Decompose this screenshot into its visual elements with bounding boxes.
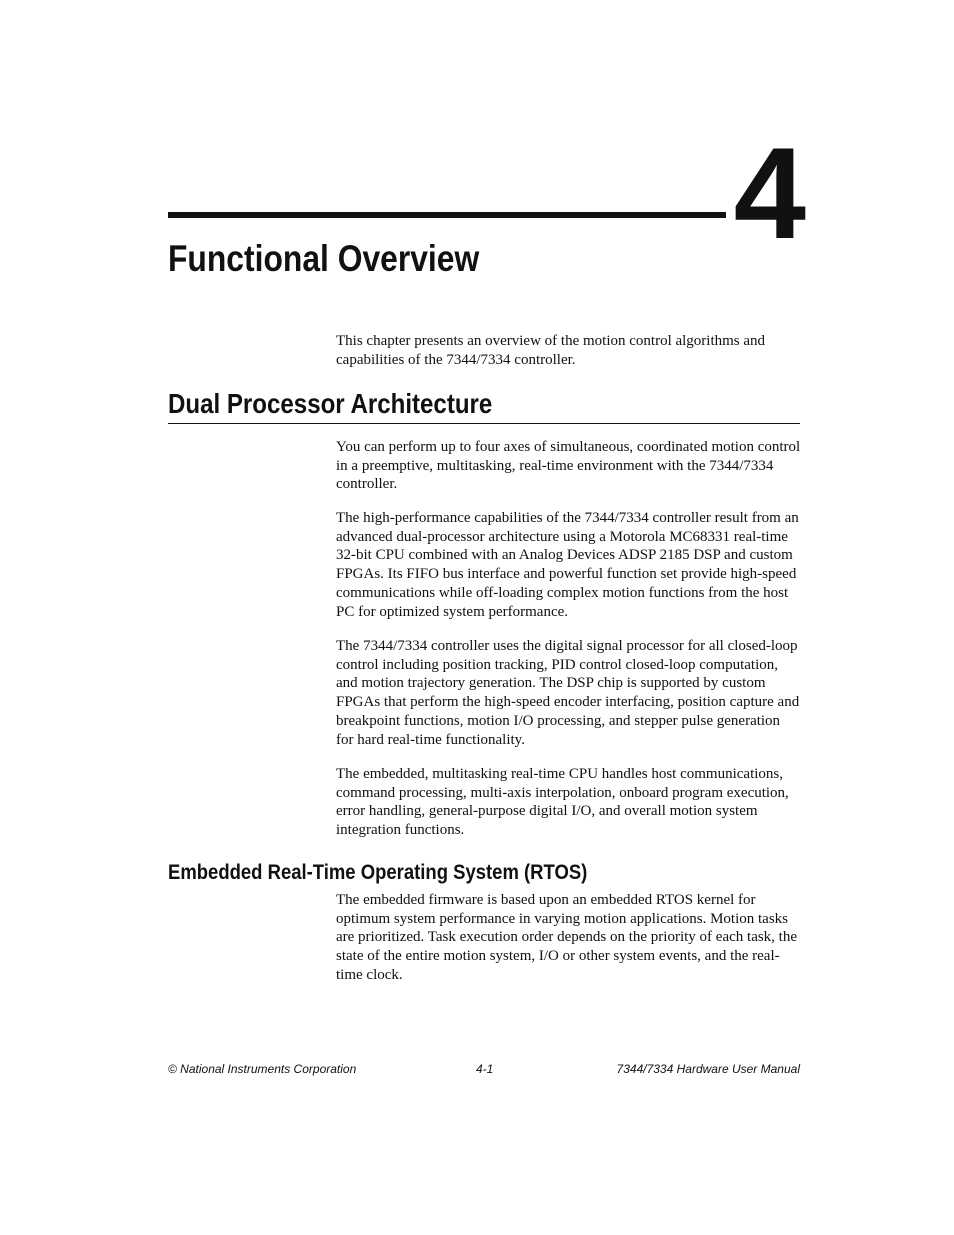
section-title-dual-processor: Dual Processor Architecture <box>168 388 493 419</box>
footer-manual-title: 7344/7334 Hardware User Manual <box>616 1062 800 1076</box>
chapter-number: 4 <box>733 120 804 266</box>
body-paragraph: The high-performance capabilities of the 7344/7334 controller result from an advanced dual-processor architecture using a Motorola MC68331 real-time 32-bit CPU combined with an Analog Devices ADSP 2185 DSP and custom FPGAs. Its FIFO bus interface and powerful function set provide high-speed communications while off-loading complex motion functions from the host PC for optimized system performance. <box>336 510 799 620</box>
body-paragraph: The 7344/7334 controller uses the digital signal processor for all closed-loop control including position tracking, PID control closed-loop computation, and motion trajectory generation. The DSP chip is supported by custom FPGAs that perform the high-speed encoder interfacing, position capture and breakpoint functions, motion I/O processing, and stepper pulse generation for hard real-time functionality. <box>336 638 800 748</box>
chapter-rule <box>168 212 726 218</box>
footer-copyright: © National Instruments Corporation <box>168 1062 357 1076</box>
body-paragraph: The embedded firmware is based upon an embedded RTOS kernel for optimum system performance in varying motion applications. Motion tasks are prioritized. Task execution order depends on the priority of each task, the state of the entire motion system, I/O or other system events, and the real-time clock. <box>336 892 798 983</box>
intro-paragraph: This chapter presents an overview of the motion control algorithms and capabilities of the 7344/7334 controller. <box>336 333 766 368</box>
subsection-title-rtos: Embedded Real-Time Operating System (RTOS) <box>168 861 588 884</box>
body-paragraph: You can perform up to four axes of simultaneous, coordinated motion control in a preemptive, multitasking, real-time environment with the 7344/7334 controller. <box>336 439 801 493</box>
section-rule <box>168 423 800 424</box>
footer-page-number: 4-1 <box>476 1062 494 1076</box>
chapter-title: Functional Overview <box>168 238 480 279</box>
body-paragraph: The embedded, multitasking real-time CPU handles host communications, command processing, multi-axis interpolation, onboard program execution, error handling, general-purpose digital I/O, and overall motion system integration functions. <box>336 766 789 839</box>
